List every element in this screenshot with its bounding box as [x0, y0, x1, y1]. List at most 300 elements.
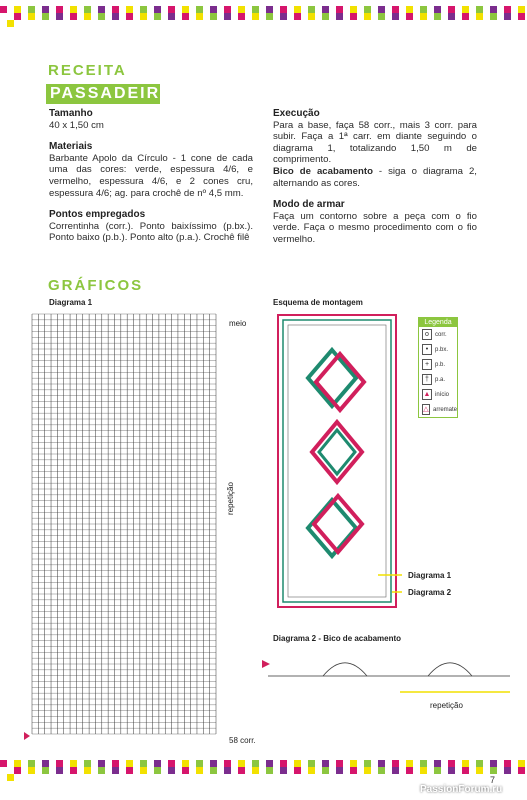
checker-square	[392, 13, 399, 20]
checker-square	[196, 767, 203, 774]
checker-square	[210, 13, 217, 20]
checker-square	[518, 760, 525, 767]
size-heading: Tamanho	[49, 108, 93, 119]
checker-square	[98, 767, 105, 774]
charts-section-title: GRÁFICOS	[48, 277, 144, 294]
checker-square	[504, 767, 511, 774]
legend-item	[419, 402, 457, 417]
left-column	[49, 108, 253, 244]
checker-square	[329, 760, 336, 767]
checker-square	[273, 760, 280, 767]
checker-square	[441, 6, 448, 13]
checker-square	[266, 13, 273, 20]
scheme-title: Esquema de montagem	[273, 298, 363, 307]
checker-square	[35, 767, 42, 774]
checker-square	[371, 13, 378, 20]
checker-square	[238, 6, 245, 13]
checker-square	[259, 760, 266, 767]
legend-label: corr.	[435, 331, 447, 338]
checker-square	[98, 6, 105, 13]
checker-square	[35, 6, 42, 13]
checker-square	[301, 13, 308, 20]
checker-square	[294, 767, 301, 774]
checker-square	[42, 767, 49, 774]
checker-square	[161, 760, 168, 767]
checker-square	[175, 6, 182, 13]
checker-square	[336, 760, 343, 767]
checker-square	[182, 760, 189, 767]
checker-square	[112, 6, 119, 13]
checker-square	[273, 767, 280, 774]
checker-square	[28, 13, 35, 20]
checker-square	[217, 6, 224, 13]
start-arrow-icon	[262, 660, 270, 668]
stitches-text: Correntinha (corr.). Ponto baixíssimo (p.bx.). Ponto baixo (p.b.). Ponto alto (p.a.). Crochê filê	[49, 220, 253, 244]
checker-square	[308, 767, 315, 774]
checker-square	[434, 6, 441, 13]
checker-square	[518, 13, 525, 20]
checker-square	[42, 6, 49, 13]
checker-square	[189, 6, 196, 13]
checker-square	[315, 6, 322, 13]
checker-square	[14, 767, 21, 774]
checker-square	[168, 767, 175, 774]
checker-square	[112, 760, 119, 767]
checker-square	[196, 6, 203, 13]
checker-square	[511, 6, 518, 13]
slip-stitch-icon: •	[422, 344, 432, 355]
checker-square	[91, 13, 98, 20]
size-text: 40 x 1,50 cm	[49, 119, 104, 131]
checker-square	[238, 13, 245, 20]
checker-square	[217, 760, 224, 767]
checker-square	[308, 13, 315, 20]
checker-square	[133, 760, 140, 767]
checker-square	[329, 13, 336, 20]
materials-heading: Materiais	[49, 141, 93, 153]
checker-square	[455, 13, 462, 20]
checker-square	[427, 760, 434, 767]
diagram1-side-label: repetição	[226, 482, 235, 515]
checker-square	[287, 6, 294, 13]
checker-square	[182, 13, 189, 20]
edge-heading: Bico de acabamento	[273, 165, 373, 177]
checker-square	[84, 13, 91, 20]
checker-square	[224, 13, 231, 20]
checker-square	[301, 6, 308, 13]
checker-square	[196, 760, 203, 767]
checker-square	[385, 6, 392, 13]
checker-square	[420, 760, 427, 767]
checker-square	[266, 767, 273, 774]
checker-square	[385, 760, 392, 767]
checker-square	[133, 6, 140, 13]
checker-square	[371, 767, 378, 774]
materials-text: Barbante Apolo da Círculo - 1 cone de cada uma das cores: verde, espessura 4/6, e vermelho, espessura 4/6, e 2 cones cru, espessura 4/6; ag. para crochê de nº 4,5 mm.	[49, 152, 253, 199]
checker-square	[70, 760, 77, 767]
checker-square	[0, 767, 7, 774]
stitches-heading: Pontos empregados	[49, 209, 146, 221]
checker-square	[462, 6, 469, 13]
legend-box	[418, 317, 458, 418]
checker-square	[224, 767, 231, 774]
checker-square	[105, 13, 112, 20]
checker-square	[154, 760, 161, 767]
checker-square	[294, 6, 301, 13]
checker-square	[182, 767, 189, 774]
checker-square	[490, 760, 497, 767]
diagram1-crochet-chart	[24, 310, 224, 740]
checker-square	[161, 6, 168, 13]
legend-label: p.a.	[435, 376, 446, 383]
scheme-label-1: Diagrama 1	[408, 571, 452, 580]
scallop-arc	[428, 663, 472, 676]
diagram2-title: Diagrama 2 - Bico de acabamento	[273, 634, 402, 643]
checker-square	[63, 6, 70, 13]
checker-square	[56, 760, 63, 767]
checker-square	[497, 767, 504, 774]
scallop-arc	[323, 663, 367, 676]
checker-square	[154, 6, 161, 13]
checker-square	[133, 767, 140, 774]
watermark: PassionForum.ru	[420, 784, 503, 795]
checker-square	[49, 6, 56, 13]
start-arrow-icon: ▲	[423, 391, 431, 398]
checker-square	[504, 13, 511, 20]
checker-square	[21, 767, 28, 774]
checker-square	[476, 767, 483, 774]
checker-square	[119, 6, 126, 13]
checker-square	[105, 760, 112, 767]
checker-square	[224, 6, 231, 13]
checker-square	[147, 13, 154, 20]
checker-square	[413, 760, 420, 767]
checker-square	[175, 760, 182, 767]
edge-paragraph	[273, 166, 477, 189]
checker-square	[49, 13, 56, 20]
checker-square	[357, 13, 364, 20]
checker-square	[280, 13, 287, 20]
diagram2-repeat-label: repetição	[430, 701, 463, 710]
checker-square	[336, 13, 343, 20]
page-title: PASSADEIRA	[46, 84, 160, 104]
checker-square	[147, 767, 154, 774]
checker-square	[315, 760, 322, 767]
checker-square	[308, 6, 315, 13]
checker-square	[140, 767, 147, 774]
assembly-text: Faça um contorno sobre a peça com o fio verde. Faça o mesmo procedimento com o fio vermelho.	[273, 210, 477, 245]
checker-square	[245, 767, 252, 774]
diagram1-top-label: meio	[229, 319, 247, 328]
legend-label: arremate	[432, 406, 457, 413]
checker-square	[476, 13, 483, 20]
checker-square	[168, 6, 175, 13]
checker-square	[133, 13, 140, 20]
checker-square	[476, 760, 483, 767]
checker-square	[140, 760, 147, 767]
checker-square	[0, 774, 7, 781]
checker-square	[427, 13, 434, 20]
checker-square	[490, 13, 497, 20]
start-arrow-icon	[24, 732, 30, 740]
checker-square	[315, 13, 322, 20]
checker-square	[161, 767, 168, 774]
checker-square	[336, 6, 343, 13]
checker-square	[378, 6, 385, 13]
checker-square	[112, 13, 119, 20]
checker-square	[105, 6, 112, 13]
checker-square	[21, 760, 28, 767]
checker-square	[147, 760, 154, 767]
checker-square	[0, 760, 7, 767]
checker-square	[259, 767, 266, 774]
scheme-label-2: Diagrama 2	[408, 588, 452, 597]
checker-square	[518, 767, 525, 774]
checker-square	[266, 760, 273, 767]
legend-label: início	[435, 391, 450, 398]
checker-square	[7, 767, 14, 774]
checker-square	[252, 760, 259, 767]
checker-square	[217, 13, 224, 20]
checker-square	[420, 767, 427, 774]
checker-square	[350, 13, 357, 20]
checker-square	[77, 767, 84, 774]
checker-square	[441, 13, 448, 20]
checker-square	[406, 760, 413, 767]
checker-square	[427, 6, 434, 13]
checker-square	[364, 6, 371, 13]
checker-square	[245, 6, 252, 13]
checker-square	[371, 760, 378, 767]
checker-square	[14, 13, 21, 20]
checker-square	[161, 13, 168, 20]
checker-square	[308, 760, 315, 767]
checker-square	[511, 767, 518, 774]
page-number: 7	[490, 775, 496, 785]
checker-square	[497, 6, 504, 13]
checker-square	[462, 767, 469, 774]
checker-square	[119, 767, 126, 774]
diamond-motif-middle	[312, 422, 362, 482]
assembly-scheme	[272, 312, 402, 612]
checker-square	[469, 760, 476, 767]
checker-square	[168, 760, 175, 767]
checker-square	[490, 6, 497, 13]
checker-square	[168, 13, 175, 20]
checker-square	[28, 6, 35, 13]
checker-square	[413, 767, 420, 774]
checker-square	[231, 13, 238, 20]
checker-square	[280, 767, 287, 774]
checker-square	[77, 760, 84, 767]
checker-square	[63, 767, 70, 774]
checker-square	[413, 13, 420, 20]
checker-square	[350, 767, 357, 774]
checker-square	[329, 767, 336, 774]
checker-square	[455, 6, 462, 13]
checker-square	[511, 13, 518, 20]
top-checker-band	[0, 6, 527, 20]
checker-square	[462, 13, 469, 20]
checker-square	[266, 6, 273, 13]
checker-square	[455, 760, 462, 767]
checker-square	[504, 760, 511, 767]
checker-square	[42, 13, 49, 20]
checker-square	[252, 6, 259, 13]
diamond-motif-top	[308, 350, 364, 410]
checker-square	[259, 6, 266, 13]
checker-square	[203, 6, 210, 13]
execution-text: Para a base, faça 58 corr., mais 3 corr. para subir. Faça a 1ª carr. em diante seguindo o diagrama 1, totalizando 1,50 m de comprimento.	[273, 119, 477, 166]
checker-square	[280, 6, 287, 13]
bottom-checker-band	[0, 760, 527, 774]
checker-square	[91, 6, 98, 13]
checker-square	[518, 6, 525, 13]
checker-square	[105, 767, 112, 774]
scheme-inner-border	[288, 325, 386, 597]
checker-square	[378, 767, 385, 774]
checker-square	[7, 760, 14, 767]
checker-square	[140, 13, 147, 20]
checker-square	[35, 760, 42, 767]
checker-square	[399, 13, 406, 20]
checker-square	[378, 760, 385, 767]
legend-item	[419, 372, 457, 387]
checker-square	[476, 6, 483, 13]
checker-square	[420, 13, 427, 20]
checker-square	[70, 6, 77, 13]
checker-square	[420, 6, 427, 13]
diagram1-title: Diagrama 1	[49, 298, 93, 307]
single-crochet-icon: +	[422, 359, 432, 370]
legend-label: p.bx.	[435, 346, 449, 353]
checker-square	[322, 760, 329, 767]
checker-square	[210, 767, 217, 774]
diagram2-edge-chart	[260, 646, 520, 696]
checker-square	[63, 13, 70, 20]
checker-square	[504, 6, 511, 13]
checker-square	[350, 760, 357, 767]
checker-square	[84, 767, 91, 774]
diagram1-bottom-label: 58 corr.	[229, 736, 256, 745]
checker-square	[455, 767, 462, 774]
legend-item	[419, 327, 457, 342]
checker-square	[406, 6, 413, 13]
checker-square	[413, 6, 420, 13]
checker-square	[70, 767, 77, 774]
checker-square	[217, 767, 224, 774]
checker-square	[84, 760, 91, 767]
checker-square	[273, 6, 280, 13]
checker-square	[49, 760, 56, 767]
checker-square	[189, 767, 196, 774]
checker-square	[441, 760, 448, 767]
checker-square	[378, 13, 385, 20]
checker-square	[231, 767, 238, 774]
checker-square	[84, 6, 91, 13]
checker-square	[7, 13, 14, 20]
checker-square	[259, 13, 266, 20]
checker-square	[189, 13, 196, 20]
checker-square	[301, 767, 308, 774]
checker-square	[357, 760, 364, 767]
checker-square	[287, 13, 294, 20]
checker-square	[0, 6, 7, 13]
checker-square	[196, 13, 203, 20]
checker-square	[42, 760, 49, 767]
checker-square	[287, 760, 294, 767]
checker-square	[112, 767, 119, 774]
checker-square	[448, 767, 455, 774]
finish-arrow-icon: △	[423, 406, 429, 413]
checker-square	[98, 13, 105, 20]
checker-square	[483, 760, 490, 767]
checker-square	[343, 760, 350, 767]
checker-square	[14, 760, 21, 767]
checker-square	[252, 767, 259, 774]
checker-square	[154, 767, 161, 774]
checker-square	[77, 6, 84, 13]
checker-square	[483, 767, 490, 774]
checker-square	[203, 760, 210, 767]
right-column	[273, 108, 477, 246]
checker-square	[203, 767, 210, 774]
checker-square	[126, 13, 133, 20]
checker-square	[448, 760, 455, 767]
checker-square	[245, 13, 252, 20]
checker-square	[357, 767, 364, 774]
checker-square	[126, 767, 133, 774]
checker-square	[469, 767, 476, 774]
checker-square	[385, 13, 392, 20]
checker-square	[434, 767, 441, 774]
checker-square	[140, 6, 147, 13]
checker-square	[511, 760, 518, 767]
checker-square	[245, 760, 252, 767]
checker-square	[406, 13, 413, 20]
scheme-green-border	[283, 320, 391, 602]
checker-square	[91, 760, 98, 767]
checker-square	[280, 760, 287, 767]
checker-square	[490, 767, 497, 774]
checker-square	[210, 760, 217, 767]
checker-square	[7, 774, 14, 781]
checker-square	[0, 20, 7, 27]
checker-square	[448, 6, 455, 13]
checker-square	[63, 760, 70, 767]
legend-label: p.b.	[435, 361, 446, 368]
checker-square	[35, 13, 42, 20]
checker-square	[154, 13, 161, 20]
checker-square	[357, 6, 364, 13]
checker-square	[91, 767, 98, 774]
checker-square	[364, 760, 371, 767]
checker-square	[77, 13, 84, 20]
checker-square	[322, 13, 329, 20]
checker-square	[350, 6, 357, 13]
checker-square	[294, 13, 301, 20]
checker-square	[119, 13, 126, 20]
checker-square	[238, 760, 245, 767]
checker-square	[252, 13, 259, 20]
checker-square	[385, 767, 392, 774]
checker-square	[448, 13, 455, 20]
checker-square	[119, 760, 126, 767]
checker-square	[175, 767, 182, 774]
checker-square	[0, 13, 7, 20]
checker-square	[210, 6, 217, 13]
checker-square	[469, 6, 476, 13]
